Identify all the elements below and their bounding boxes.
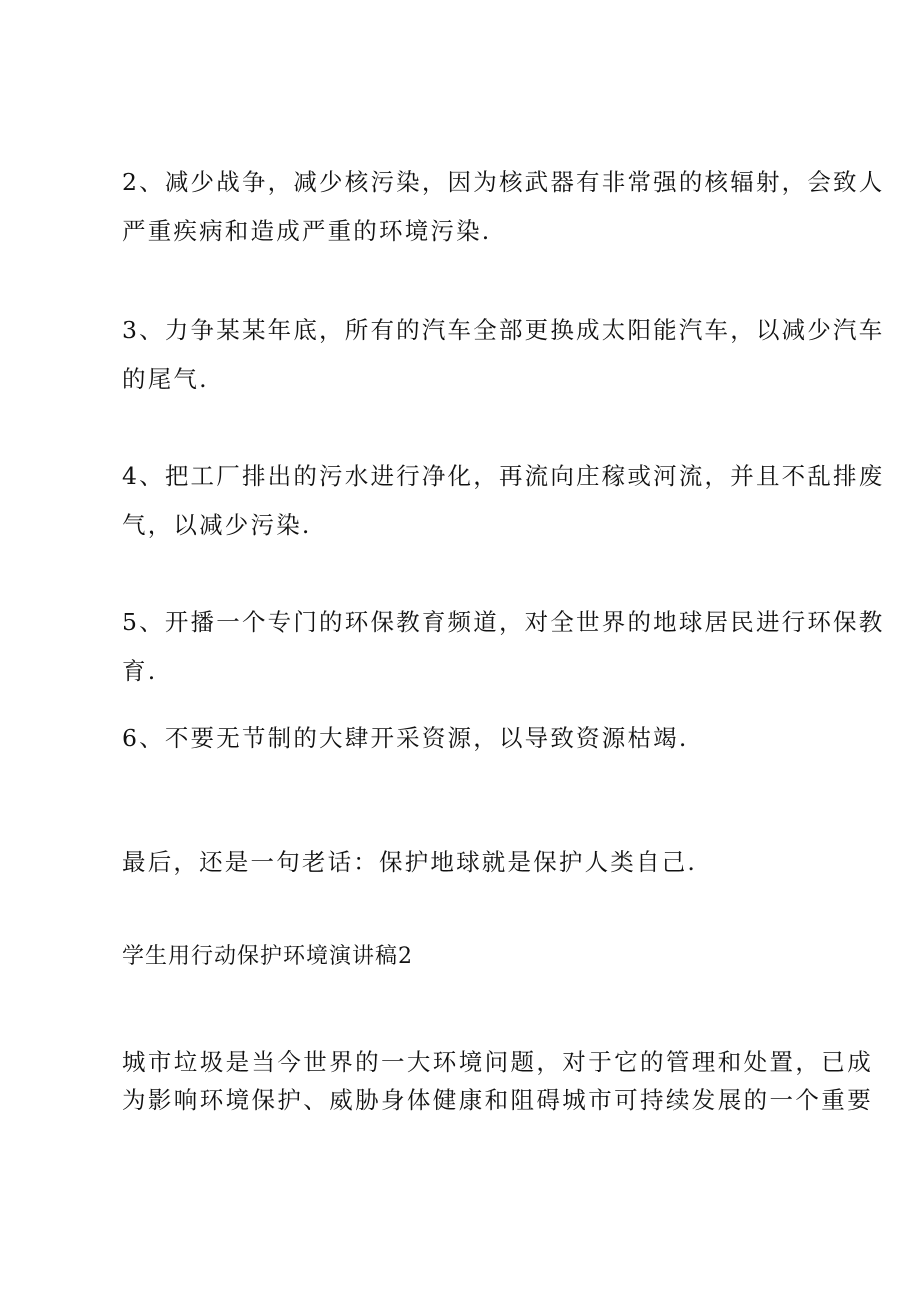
paragraph-closing <box>122 838 812 887</box>
paragraph-item-5 <box>122 598 885 696</box>
paragraph-intro <box>122 1043 874 1119</box>
paragraph-item-3 <box>122 306 885 404</box>
text-line: 最后，还是一句老话：保护地球就是保护人类自己. <box>122 848 698 876</box>
text-line: 4、把工厂排出的污水进行净化，再流向庄稼或河流，并且不乱排废 <box>122 462 885 490</box>
text-line: 6、不要无节制的大肆开采资源，以导致资源枯竭. <box>122 724 689 752</box>
heading-text: 学生用行动保护环境演讲稿2 <box>122 944 413 969</box>
text-line: 气，以减少污染. <box>122 511 312 539</box>
paragraph-item-4 <box>122 452 885 550</box>
text-line: 的尾气. <box>122 365 209 393</box>
text-line: 严重疾病和造成严重的环境污染. <box>122 217 492 245</box>
text-line: 城市垃圾是当今世界的一大环境问题，对于它的管理和处置，已成 <box>122 1048 874 1076</box>
text-line: 2、减少战争，减少核污染，因为核武器有非常强的核辐射，会致人 <box>122 168 885 196</box>
section-heading <box>122 932 812 981</box>
text-line: 5、开播一个专门的环保教育频道，对全世界的地球居民进行环保教 <box>122 608 885 636</box>
paragraph-item-2 <box>122 158 885 256</box>
text-line: 为影响环境保护、威胁身体健康和阻碍城市可持续发展的一个重要 <box>122 1086 874 1114</box>
text-line: 3、力争某某年底，所有的汽车全部更换成太阳能汽车，以减少汽车 <box>122 316 885 344</box>
text-line: 育. <box>122 657 158 685</box>
paragraph-item-6 <box>122 714 812 763</box>
